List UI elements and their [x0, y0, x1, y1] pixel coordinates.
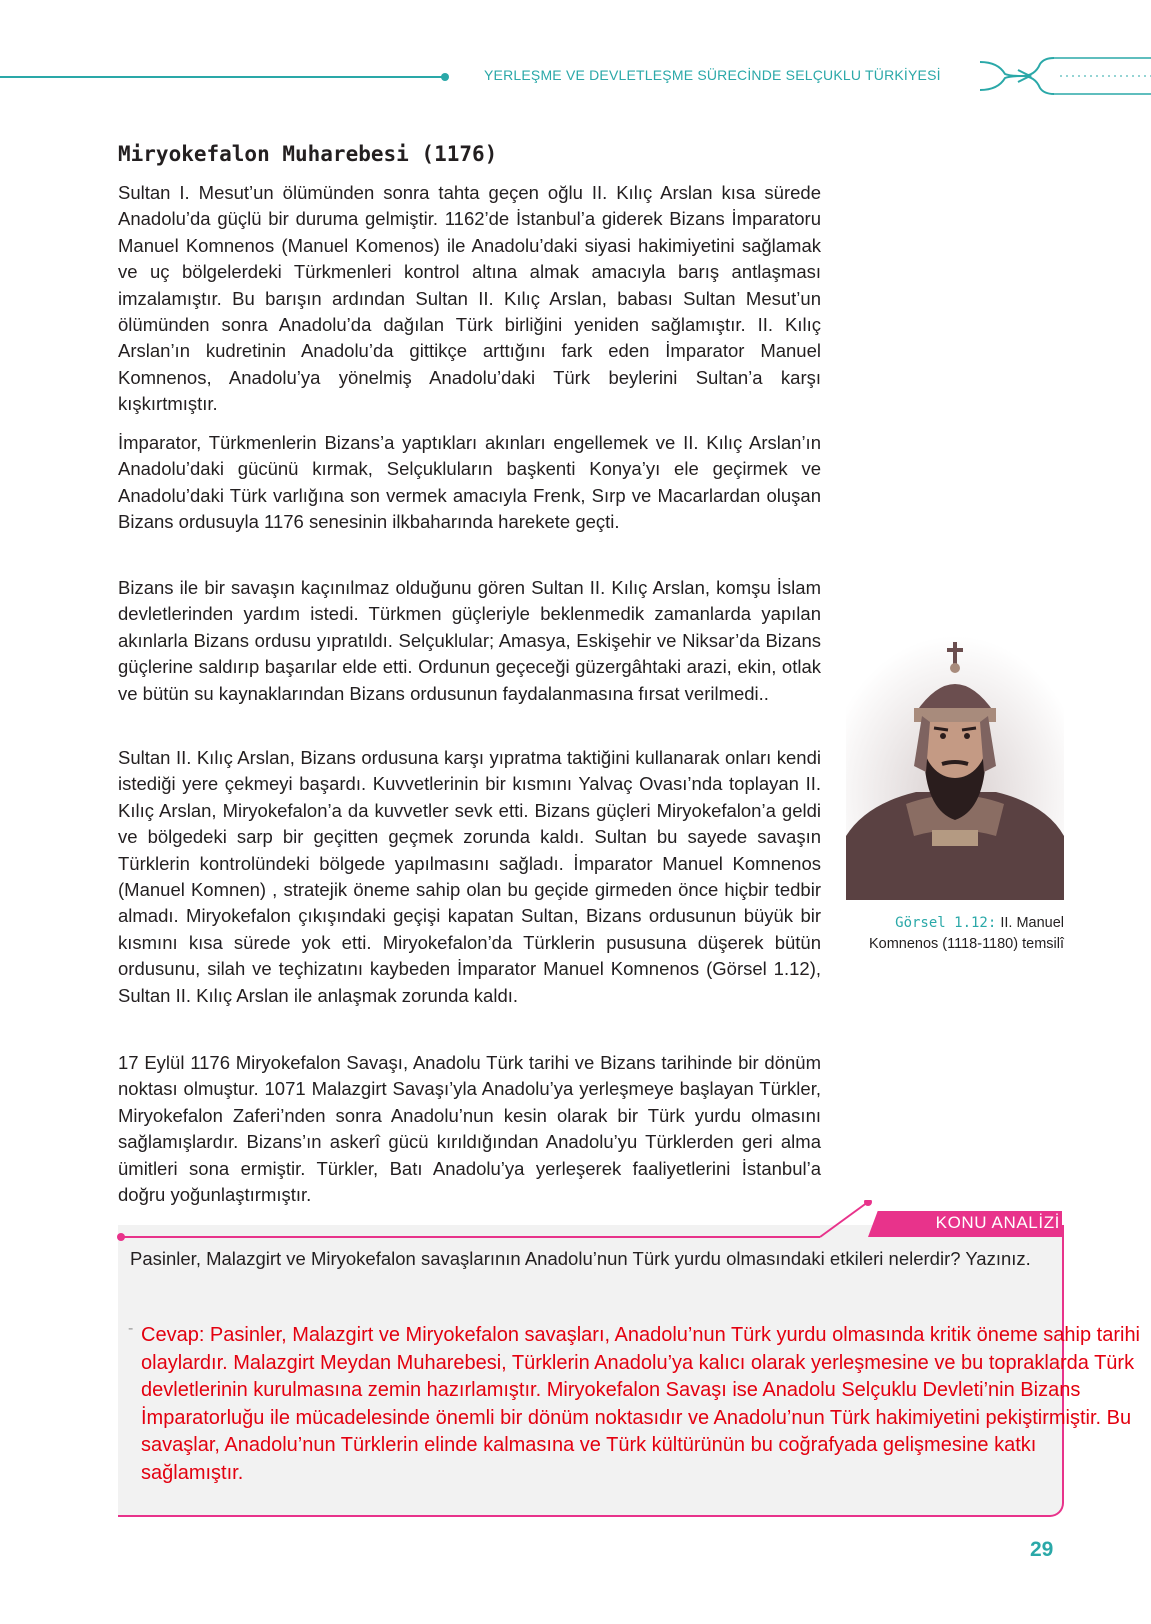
figure-label: Görsel 1.12: [895, 915, 997, 931]
emperor-portrait-image [846, 636, 1064, 900]
figure-caption-text: II. Manuel Komnenos (1118-1180) temsilî [868, 915, 1064, 952]
running-header: YERLEŞME VE DEVLETLEŞME SÜRECİNDE SELÇUKLU TÜRKİYESİ [484, 67, 941, 83]
figure-caption [846, 913, 1064, 955]
paragraph-2: İmparator, Türkmenlerin Bizans’a yaptıkları akınları engellemek ve II. Kılıç Arslan’ın Anadolu’daki gücünü kırmak, Selçukluların başkenti Konya’yı ele geçirmek ve Anadolu’daki Türk varlığına son vermek amacıyla Frenk, Sırp ve Macarlardan oluşan Bizans ordusuyla 1176 senesinin ilkbaharında harekete geçti. [118, 432, 821, 533]
answer-marker: - [128, 1320, 134, 1337]
paragraph-3: Bizans ile bir savaşın kaçınılmaz olduğunu gören Sultan II. Kılıç Arslan, komşu İslam devletlerinden yardım istedi. Türkmen güçleriyle beklenmedik zamanlarda yapılan akınlarla Bizans ordusu yıpratıldı. Selçuklular; Amasya, Eskişehir ve Niksar’da Bizans güçlerine saldırıp başarılar elde etti. Ordunun geçeceği güzergâhtaki arazi, ekin, otlak ve bütün su kaynaklarından Bizans ordusunun faydalanmasına fırsat verilmedi.. [118, 577, 821, 704]
analysis-question: Pasinler, Malazgirt ve Miryokefalon savaşlarının Anadolu’nun Türk yurdu olmasındaki etkileri nelerdir? Yazınız. [130, 1248, 1031, 1269]
paragraph-4: Sultan II. Kılıç Arslan, Bizans ordusuna karşı yıpratma taktiğini kullanarak onları kendi istediği yere çekmeyi başardı. Kuvvetlerinin bir kısmını Yalvaç Ovası’nda toplayan II. Kılıç Arslan, Miryokefalon’a da kuvvetler sevk etti. Bizans güçleri Miryokefalon’a geldi ve bölgedeki sarp bir geçitten geçmek zorunda kaldı. Sultan bu sayede savaşın Türklerin kontrolündeki bölgede yapılmasını sağladı. İmparator Manuel Komnenos (Manuel Komnen) , stratejik öneme sahip olan bu geçide girmeden önce hiçbir tedbir almadı. Miryokefalon çıkışındaki geçişi kapatan Sultan, Bizans ordusunun büyük bir kısmını kısa sürede yok etti. Miryokefalon’da Türklerin pususuna düşerek bütün ordusunu, silah ve teçhizatını kaybeden İmparator Manuel Komnenos (Görsel 1.12), Sultan II. Kılıç Arslan ile anlaşmak zorunda kaldı. [118, 747, 821, 1006]
header-ornament-icon [980, 56, 1151, 96]
paragraph-1: Sultan I. Mesut’un ölümünden sonra tahta geçen oğlu II. Kılıç Arslan kısa sürede Anadolu’da güçlü bir duruma gelmiştir. 1162’de İstanbul’a giderek Bizans İmparatoru Manuel Komnenos (Manuel Komenos) ile Anadolu’daki siyasi hakimiyetini sağlamak ve uç bölgelerdeki Türkmenleri kontrol altına almak amacıyla barış antlaşması imzalamıştır. Bu barışın ardından Sultan II. Kılıç Arslan, babası Sultan Mesut’un ölümünden sonra Anadolu’da dağılan Türk birliğini yeniden sağlamıştır. II. Kılıç Arslan’ın kudretinin Anadolu’da gittikçe arttığını fark eden İmparator Manuel Komnenos, Anadolu’ya yönelmiş Anadolu’daki Türk beylerini Sultan’a karşı kışkırtmıştır. [118, 182, 821, 415]
paragraph-5: 17 Eylül 1176 Miryokefalon Savaşı, Anadolu Türk tarihi ve Bizans tarihinde bir dönüm noktası olmuştur. 1071 Malazgirt Savaşı’yla Anadolu’ya yerleşmeye başlayan Türkler, Miryokefalon Zaferi’nden sonra Anadolu’nun kesin olarak bir Türk yurdu olmasını sağlamışlardır. Bizans’ın askerî gücü kırıldığından Anadolu’yu Türklerden geri alma ümitleri sona ermiştir. Türkler, Batı Anadolu’ya yerleşerek faaliyetlerini İstanbul’a doğru yoğunlaştırmıştır. [118, 1052, 821, 1206]
section-title: Miryokefalon Muharebesi (1176) [118, 142, 498, 166]
header-rule-dot [441, 73, 449, 81]
page-number: 29 [1030, 1538, 1054, 1561]
handwritten-answer: Cevap: Pasinler, Malazgirt ve Miryokefalon savaşları, Anadolu’nun Türk yurdu olmasında kritik öneme sahip tarihi olaylardır. Malazgirt Meydan Muharebesi, Türklerin Anadolu’ya kalıcı olarak yerleşmesine ve bu topraklarda Türk devletlerinin kurulmasına zemin hazırlamıştır. Miryokefalon Savaşı ise Anadolu Selçuklu Devleti’nin Bizans İmparatorluğu ile mücadelesinde önemli bir dönüm noktasıdır ve Anadolu’nun Türk hakimiyetini pekiştirmiştir. Bu savaşlar, Anadolu’nun Türklerin elinde kalmasına ve Türk kültürünün bu coğrafyada gelişmesine katkı sağlamıştır. [141, 1324, 1141, 1484]
topic-analysis-label: KONU ANALİZİ [935, 1213, 1060, 1232]
header-rule [0, 76, 445, 78]
